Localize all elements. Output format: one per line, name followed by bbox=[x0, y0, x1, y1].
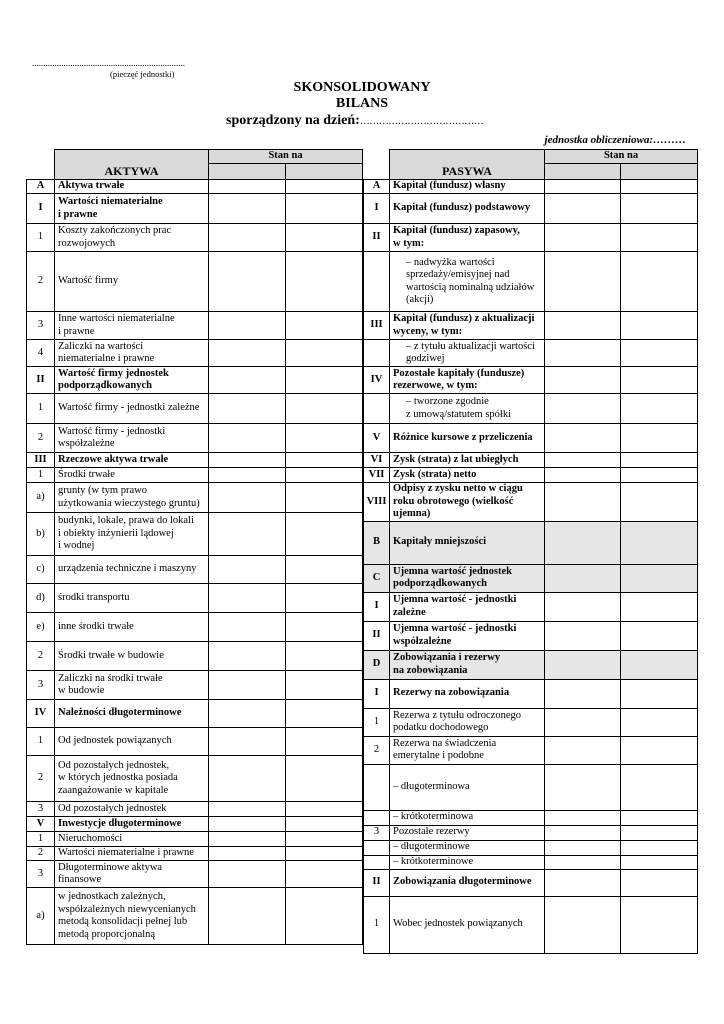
title-line-1: SKONSOLIDOWANY bbox=[293, 80, 431, 95]
left-row-label: Środki trwałe bbox=[55, 468, 209, 483]
left-row-value-2 bbox=[286, 728, 363, 756]
right-table-row bbox=[364, 592, 698, 621]
right-row-value-1 bbox=[545, 224, 621, 252]
right-table-row bbox=[364, 224, 698, 252]
left-row-value-1 bbox=[209, 453, 286, 468]
right-row-label: Zobowiązania długoterminowe bbox=[390, 869, 545, 896]
left-row-number: 2 bbox=[27, 252, 55, 312]
right-table-row bbox=[364, 650, 698, 679]
right-table-row bbox=[364, 840, 698, 855]
right-row-label: – długoterminowe bbox=[390, 840, 545, 855]
right-row-value-1 bbox=[545, 483, 621, 522]
title-line-3 bbox=[226, 113, 483, 129]
left-row-value-1 bbox=[209, 671, 286, 700]
left-row-value-2 bbox=[286, 756, 363, 802]
left-row-value-2 bbox=[286, 613, 363, 642]
left-row-label: Inwestycje długoterminowe bbox=[55, 817, 209, 832]
left-row-value-2 bbox=[286, 556, 363, 584]
right-row-number: B bbox=[364, 521, 390, 564]
left-row-label: Od pozostałych jednostek bbox=[55, 802, 209, 817]
right-row-value-2 bbox=[621, 468, 698, 483]
right-row-number: 1 bbox=[364, 708, 390, 736]
left-row-value-2 bbox=[286, 224, 363, 252]
right-row-value-1 bbox=[545, 855, 621, 869]
right-row-number: V bbox=[364, 424, 390, 453]
left-row-label: Wartość firmy bbox=[55, 252, 209, 312]
left-table-row bbox=[27, 556, 363, 584]
right-table-row bbox=[364, 736, 698, 764]
left-row-value-2 bbox=[286, 453, 363, 468]
left-row-value-2 bbox=[286, 861, 363, 888]
right-row-value-1 bbox=[545, 736, 621, 764]
right-stan-col-2 bbox=[621, 164, 698, 180]
right-row-value-2 bbox=[621, 394, 698, 424]
right-row-value-1 bbox=[545, 394, 621, 424]
left-table-row bbox=[27, 312, 363, 340]
left-row-label: w jednostkach zależnych, współzależnych niewycenianych metodą konsolidacji pełnej lub metodą proporcjonalną bbox=[55, 888, 209, 945]
left-row-value-2 bbox=[286, 194, 363, 224]
right-row-label: Rezerwa na świadczenia emerytalne i podobne bbox=[390, 736, 545, 764]
right-row-number: II bbox=[364, 224, 390, 252]
right-header-title: PASYWA bbox=[390, 150, 545, 180]
left-row-number: V bbox=[27, 817, 55, 832]
right-row-label: – krótkoterminowa bbox=[390, 810, 545, 825]
left-row-value-1 bbox=[209, 367, 286, 394]
left-row-number: 1 bbox=[27, 468, 55, 483]
right-row-label: Zysk (strata) z lat ubiegłych bbox=[390, 453, 545, 468]
right-stan-col-1 bbox=[545, 164, 621, 180]
right-row-number: VI bbox=[364, 453, 390, 468]
left-row-number: III bbox=[27, 453, 55, 468]
right-row-value-2 bbox=[621, 621, 698, 650]
left-row-value-2 bbox=[286, 424, 363, 453]
right-row-number: 2 bbox=[364, 736, 390, 764]
left-table-row bbox=[27, 252, 363, 312]
right-row-value-2 bbox=[621, 564, 698, 592]
right-row-number: C bbox=[364, 564, 390, 592]
left-row-value-1 bbox=[209, 180, 286, 194]
right-row-number: IV bbox=[364, 367, 390, 394]
left-table-row bbox=[27, 468, 363, 483]
right-row-value-2 bbox=[621, 736, 698, 764]
right-row-value-1 bbox=[545, 194, 621, 224]
right-row-value-2 bbox=[621, 592, 698, 621]
left-row-value-1 bbox=[209, 224, 286, 252]
right-row-number bbox=[364, 252, 390, 312]
left-row-label: Wartości niematerialne i prawne bbox=[55, 194, 209, 224]
right-row-value-1 bbox=[545, 810, 621, 825]
date-dots: ………………………………… bbox=[359, 116, 484, 127]
right-row-label: Kapitał (fundusz) własny bbox=[390, 180, 545, 194]
left-row-value-2 bbox=[286, 180, 363, 194]
left-table-row bbox=[27, 483, 363, 513]
right-table-row bbox=[364, 424, 698, 453]
left-row-value-1 bbox=[209, 584, 286, 613]
left-row-label: urządzenia techniczne i maszyny bbox=[55, 556, 209, 584]
left-row-value-1 bbox=[209, 861, 286, 888]
left-row-value-1 bbox=[209, 888, 286, 945]
right-row-number bbox=[364, 764, 390, 810]
right-row-value-2 bbox=[621, 453, 698, 468]
right-table-row bbox=[364, 252, 698, 312]
left-table-row bbox=[27, 728, 363, 756]
left-row-value-1 bbox=[209, 312, 286, 340]
right-row-number: VIII bbox=[364, 483, 390, 522]
left-row-value-1 bbox=[209, 483, 286, 513]
left-table-row bbox=[27, 194, 363, 224]
right-table-row bbox=[364, 764, 698, 810]
right-row-value-2 bbox=[621, 367, 698, 394]
right-row-value-2 bbox=[621, 312, 698, 340]
right-row-number: III bbox=[364, 312, 390, 340]
right-row-value-1 bbox=[545, 252, 621, 312]
left-row-value-2 bbox=[286, 671, 363, 700]
right-row-value-2 bbox=[621, 855, 698, 869]
left-table-row bbox=[27, 180, 363, 194]
left-row-number: I bbox=[27, 194, 55, 224]
right-table-row bbox=[364, 453, 698, 468]
left-row-label: Należności długoterminowe bbox=[55, 700, 209, 728]
left-row-value-2 bbox=[286, 584, 363, 613]
left-row-number: 3 bbox=[27, 861, 55, 888]
right-row-number: II bbox=[364, 869, 390, 896]
left-table-row bbox=[27, 613, 363, 642]
right-row-label: – nadwyżka wartości sprzedaży/emisyjnej nad wartością nominalną udziałów (akcji) bbox=[390, 252, 545, 312]
right-table-row bbox=[364, 708, 698, 736]
left-table-row bbox=[27, 340, 363, 367]
left-row-value-2 bbox=[286, 483, 363, 513]
right-row-label: – tworzone zgodnie z umową/statutem spółki bbox=[390, 394, 545, 424]
left-row-number: 2 bbox=[27, 642, 55, 671]
right-row-label: Pozostałe kapitały (fundusze) rezerwowe, w tym: bbox=[390, 367, 545, 394]
left-row-value-1 bbox=[209, 513, 286, 556]
left-row-label: Aktywa trwałe bbox=[55, 180, 209, 194]
left-row-value-1 bbox=[209, 802, 286, 817]
left-row-label: Wartość firmy jednostek podporządkowanych bbox=[55, 367, 209, 394]
stamp-dots: .................................................................... bbox=[32, 58, 185, 68]
left-table-row bbox=[27, 367, 363, 394]
right-row-value-1 bbox=[545, 708, 621, 736]
right-table-row bbox=[364, 621, 698, 650]
right-row-number: II bbox=[364, 621, 390, 650]
right-table-row bbox=[364, 825, 698, 840]
left-row-number: c) bbox=[27, 556, 55, 584]
left-row-number: A bbox=[27, 180, 55, 194]
left-row-value-1 bbox=[209, 556, 286, 584]
right-row-label: Kapitał (fundusz) podstawowy bbox=[390, 194, 545, 224]
left-row-value-1 bbox=[209, 424, 286, 453]
right-table-row bbox=[364, 394, 698, 424]
left-row-number: 2 bbox=[27, 756, 55, 802]
date-label: sporządzony na dzień: bbox=[226, 113, 360, 128]
right-row-value-2 bbox=[621, 869, 698, 896]
right-table-row bbox=[364, 810, 698, 825]
right-row-value-1 bbox=[545, 180, 621, 194]
right-row-value-1 bbox=[545, 679, 621, 708]
left-row-value-2 bbox=[286, 367, 363, 394]
left-row-number: 3 bbox=[27, 312, 55, 340]
left-row-value-2 bbox=[286, 340, 363, 367]
left-row-label: Wartość firmy - jednostki współzależne bbox=[55, 424, 209, 453]
right-row-label: – z tytułu aktualizacji wartości godziwej bbox=[390, 340, 545, 367]
right-row-value-2 bbox=[621, 424, 698, 453]
left-row-value-2 bbox=[286, 802, 363, 817]
right-row-value-1 bbox=[545, 424, 621, 453]
left-stan-col-2 bbox=[286, 164, 363, 180]
right-table-row bbox=[364, 340, 698, 367]
left-row-value-1 bbox=[209, 642, 286, 671]
left-row-number: d) bbox=[27, 584, 55, 613]
left-row-label: Środki trwałe w budowie bbox=[55, 642, 209, 671]
right-row-label: Ujemna wartość - jednostki współzależne bbox=[390, 621, 545, 650]
left-row-value-1 bbox=[209, 817, 286, 832]
right-table-row bbox=[364, 367, 698, 394]
left-row-value-1 bbox=[209, 756, 286, 802]
right-row-label: Wobec jednostek powiązanych bbox=[390, 896, 545, 953]
right-row-value-2 bbox=[621, 650, 698, 679]
left-table-row bbox=[27, 888, 363, 945]
right-row-value-2 bbox=[621, 764, 698, 810]
left-table-row bbox=[27, 756, 363, 802]
right-row-value-2 bbox=[621, 252, 698, 312]
left-row-value-2 bbox=[286, 252, 363, 312]
left-table-row bbox=[27, 802, 363, 817]
right-table-row bbox=[364, 468, 698, 483]
left-table-row bbox=[27, 861, 363, 888]
right-row-label: Odpisy z zysku netto w ciągu roku obrotowego (wielkość ujemna) bbox=[390, 483, 545, 522]
right-row-number: I bbox=[364, 592, 390, 621]
left-row-label: Zaliczki na wartości niematerialne i prawne bbox=[55, 340, 209, 367]
left-header-title: AKTYWA bbox=[55, 150, 209, 180]
right-row-number: I bbox=[364, 194, 390, 224]
left-row-number: 1 bbox=[27, 832, 55, 847]
left-table-row bbox=[27, 584, 363, 613]
left-row-label: Od jednostek powiązanych bbox=[55, 728, 209, 756]
right-row-number: 1 bbox=[364, 896, 390, 953]
unit-label: jednostka obliczeniowa:……… bbox=[544, 134, 686, 146]
left-row-label: Inne wartości niematerialne i prawne bbox=[55, 312, 209, 340]
right-row-label: Ujemna wartość - jednostki zależne bbox=[390, 592, 545, 621]
right-table-row bbox=[364, 180, 698, 194]
right-row-number bbox=[364, 810, 390, 825]
left-row-value-2 bbox=[286, 468, 363, 483]
left-table-row bbox=[27, 642, 363, 671]
right-row-value-2 bbox=[621, 840, 698, 855]
left-table-row bbox=[27, 700, 363, 728]
left-row-label: Wartość firmy - jednostki zależne bbox=[55, 394, 209, 424]
right-row-label: Pozostałe rezerwy bbox=[390, 825, 545, 840]
left-row-value-2 bbox=[286, 394, 363, 424]
title-line-2: BILANS bbox=[335, 96, 389, 111]
right-row-number: D bbox=[364, 650, 390, 679]
right-row-value-1 bbox=[545, 468, 621, 483]
right-row-value-1 bbox=[545, 564, 621, 592]
right-row-number bbox=[364, 840, 390, 855]
right-row-value-1 bbox=[545, 869, 621, 896]
left-table-row bbox=[27, 817, 363, 832]
left-header-corner bbox=[27, 150, 55, 180]
right-row-number: 3 bbox=[364, 825, 390, 840]
left-row-label: Od pozostałych jednostek, w których jednostka posiada zaangażowanie w kapitale bbox=[55, 756, 209, 802]
right-row-value-1 bbox=[545, 312, 621, 340]
left-row-number: 2 bbox=[27, 847, 55, 861]
right-row-number: VII bbox=[364, 468, 390, 483]
right-row-number bbox=[364, 855, 390, 869]
left-table-row bbox=[27, 394, 363, 424]
right-row-label: Rezerwa z tytułu odroczonego podatku dochodowego bbox=[390, 708, 545, 736]
right-row-value-1 bbox=[545, 650, 621, 679]
left-stan-col-1 bbox=[209, 164, 286, 180]
right-row-label: Zysk (strata) netto bbox=[390, 468, 545, 483]
right-row-label: Rezerwy na zobowiązania bbox=[390, 679, 545, 708]
left-row-number: 2 bbox=[27, 424, 55, 453]
left-table-row bbox=[27, 224, 363, 252]
right-table-row bbox=[364, 312, 698, 340]
pasywa-table bbox=[363, 149, 698, 954]
right-row-number: I bbox=[364, 679, 390, 708]
left-row-value-1 bbox=[209, 613, 286, 642]
left-row-value-1 bbox=[209, 194, 286, 224]
right-table-row bbox=[364, 521, 698, 564]
left-row-value-1 bbox=[209, 832, 286, 847]
left-row-number: 1 bbox=[27, 394, 55, 424]
right-row-value-2 bbox=[621, 483, 698, 522]
left-row-label: grunty (w tym prawo użytkowania wieczystego gruntu) bbox=[55, 483, 209, 513]
left-row-value-1 bbox=[209, 847, 286, 861]
right-row-number bbox=[364, 340, 390, 367]
left-table-row bbox=[27, 671, 363, 700]
right-row-label: Kapitały mniejszości bbox=[390, 521, 545, 564]
right-row-value-1 bbox=[545, 592, 621, 621]
left-row-number: e) bbox=[27, 613, 55, 642]
left-row-number: a) bbox=[27, 483, 55, 513]
left-row-number: a) bbox=[27, 888, 55, 945]
right-row-value-1 bbox=[545, 621, 621, 650]
left-row-label: Zaliczki na środki trwałe w budowie bbox=[55, 671, 209, 700]
right-row-label: – długoterminowa bbox=[390, 764, 545, 810]
aktywa-table bbox=[26, 149, 363, 945]
right-row-value-2 bbox=[621, 224, 698, 252]
left-row-number: b) bbox=[27, 513, 55, 556]
left-row-label: Koszty zakończonych prac rozwojowych bbox=[55, 224, 209, 252]
left-row-value-1 bbox=[209, 252, 286, 312]
right-table-row bbox=[364, 194, 698, 224]
right-table-row bbox=[364, 869, 698, 896]
right-row-value-1 bbox=[545, 764, 621, 810]
right-row-value-1 bbox=[545, 453, 621, 468]
right-row-number: A bbox=[364, 180, 390, 194]
left-row-value-1 bbox=[209, 340, 286, 367]
left-row-label: inne środki trwałe bbox=[55, 613, 209, 642]
right-row-value-2 bbox=[621, 521, 698, 564]
left-table-row bbox=[27, 513, 363, 556]
left-row-value-1 bbox=[209, 728, 286, 756]
left-row-label: Długoterminowe aktywa finansowe bbox=[55, 861, 209, 888]
left-row-value-2 bbox=[286, 312, 363, 340]
left-row-value-1 bbox=[209, 468, 286, 483]
left-table-row bbox=[27, 453, 363, 468]
right-table-row bbox=[364, 564, 698, 592]
left-row-value-1 bbox=[209, 394, 286, 424]
right-header-corner bbox=[364, 150, 390, 180]
right-row-value-2 bbox=[621, 896, 698, 953]
right-row-label: Różnice kursowe z przeliczenia bbox=[390, 424, 545, 453]
left-row-value-1 bbox=[209, 700, 286, 728]
right-row-value-2 bbox=[621, 194, 698, 224]
right-row-value-2 bbox=[621, 180, 698, 194]
right-table-row bbox=[364, 896, 698, 953]
left-row-label: środki transportu bbox=[55, 584, 209, 613]
right-row-value-1 bbox=[545, 825, 621, 840]
right-table-row bbox=[364, 855, 698, 869]
left-row-value-2 bbox=[286, 817, 363, 832]
left-row-number: 1 bbox=[27, 224, 55, 252]
right-row-value-2 bbox=[621, 825, 698, 840]
left-row-number: 1 bbox=[27, 728, 55, 756]
right-row-value-1 bbox=[545, 340, 621, 367]
left-table-row bbox=[27, 424, 363, 453]
left-stan-label: Stan na bbox=[209, 150, 363, 164]
left-row-number: 3 bbox=[27, 802, 55, 817]
right-row-value-2 bbox=[621, 810, 698, 825]
stamp-caption: (pieczęć jednostki) bbox=[110, 69, 175, 79]
left-row-number: II bbox=[27, 367, 55, 394]
left-row-number: 3 bbox=[27, 671, 55, 700]
left-row-label: Nieruchomości bbox=[55, 832, 209, 847]
right-row-value-2 bbox=[621, 679, 698, 708]
right-row-value-1 bbox=[545, 840, 621, 855]
left-row-number: 4 bbox=[27, 340, 55, 367]
right-row-number bbox=[364, 394, 390, 424]
right-table-row bbox=[364, 483, 698, 522]
right-row-label: – krótkoterminowe bbox=[390, 855, 545, 869]
left-row-value-2 bbox=[286, 832, 363, 847]
left-table-row bbox=[27, 832, 363, 847]
right-row-value-2 bbox=[621, 340, 698, 367]
right-row-label: Kapitał (fundusz) z aktualizacji wyceny, w tym: bbox=[390, 312, 545, 340]
right-row-label: Kapitał (fundusz) zapasowy, w tym: bbox=[390, 224, 545, 252]
right-table-row bbox=[364, 679, 698, 708]
left-row-value-2 bbox=[286, 888, 363, 945]
left-row-value-2 bbox=[286, 513, 363, 556]
right-row-value-2 bbox=[621, 708, 698, 736]
right-row-label: Zobowiązania i rezerwy na zobowiązania bbox=[390, 650, 545, 679]
left-row-label: Rzeczowe aktywa trwałe bbox=[55, 453, 209, 468]
right-row-value-1 bbox=[545, 367, 621, 394]
left-row-number: IV bbox=[27, 700, 55, 728]
left-row-value-2 bbox=[286, 700, 363, 728]
left-row-value-2 bbox=[286, 847, 363, 861]
right-row-label: Ujemna wartość jednostek podporządkowanych bbox=[390, 564, 545, 592]
left-row-label: Wartości niematerialne i prawne bbox=[55, 847, 209, 861]
left-row-value-2 bbox=[286, 642, 363, 671]
right-row-value-1 bbox=[545, 896, 621, 953]
right-stan-label: Stan na bbox=[545, 150, 698, 164]
left-row-label: budynki, lokale, prawa do lokali i obiekty inżynierii lądowej i wodnej bbox=[55, 513, 209, 556]
left-table-row bbox=[27, 847, 363, 861]
right-row-value-1 bbox=[545, 521, 621, 564]
